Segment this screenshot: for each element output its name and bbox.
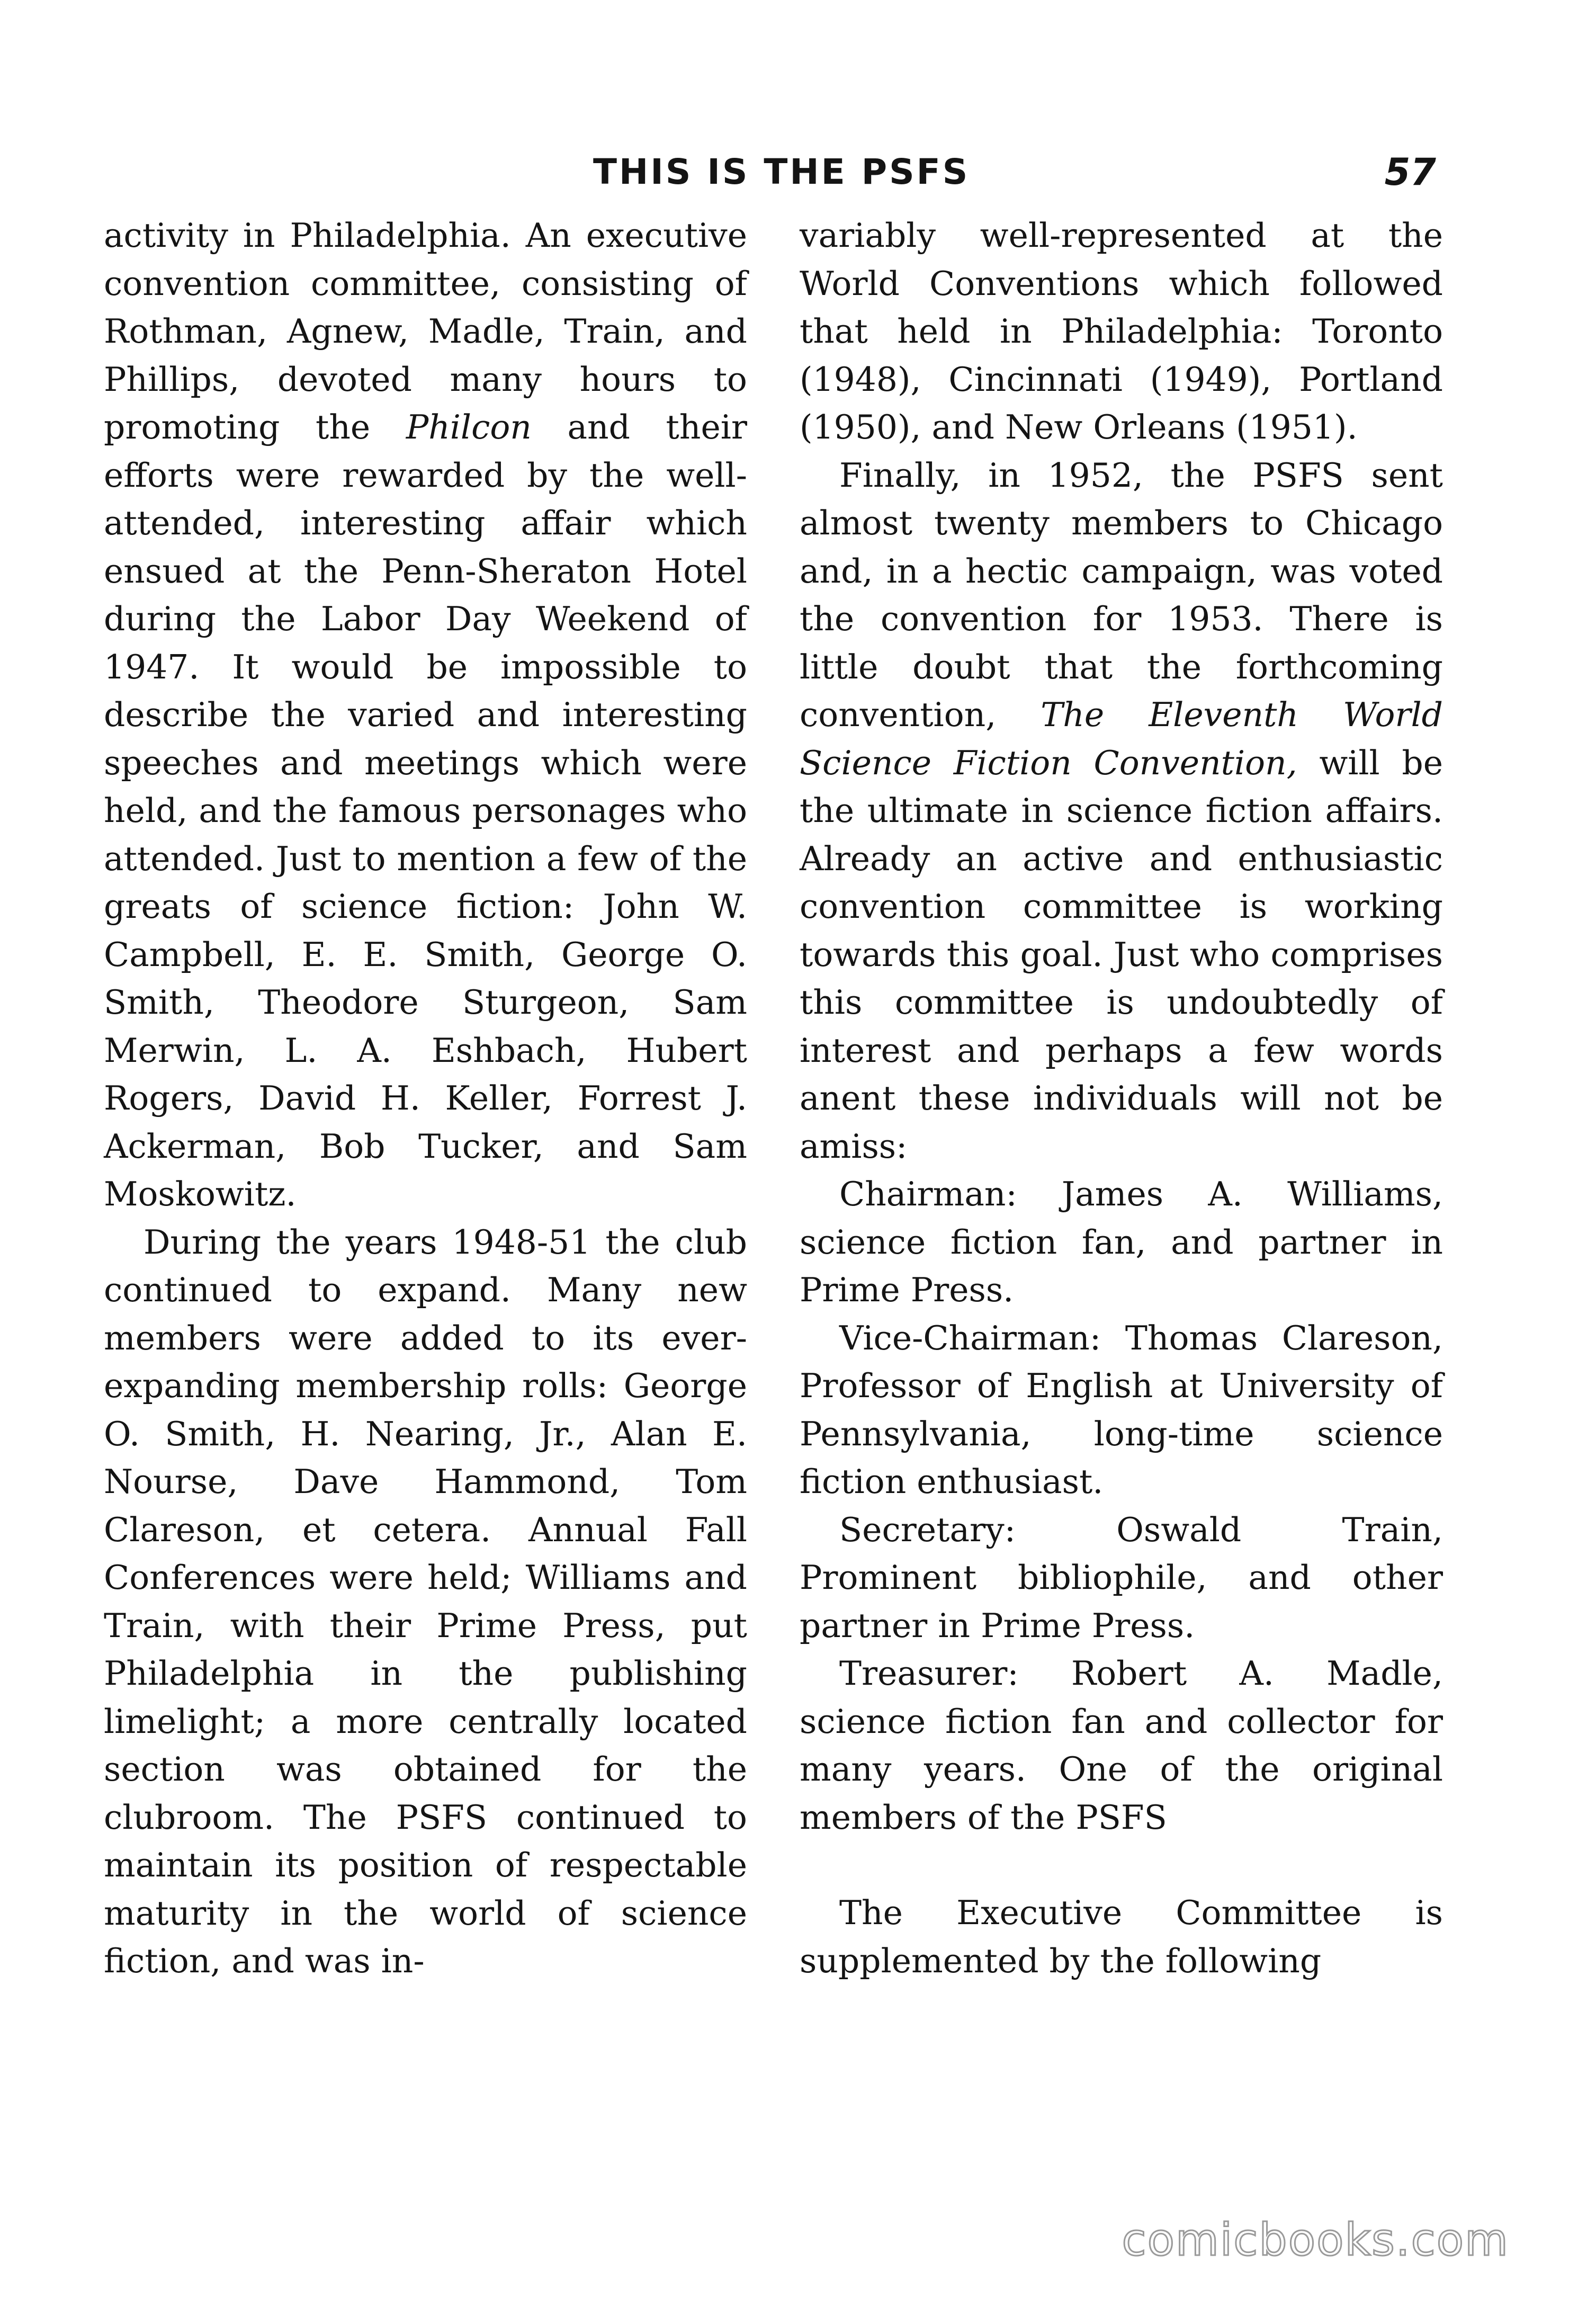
paragraph-text: will be the ultimate in science fiction affairs. Already an active and enthusiastic convention committee is working towards this goal. Just who comprises this committee is undoubtedly of interest and perhaps a few words anent these individuals will not be amiss:: [800, 743, 1443, 1166]
convention-title: The Eleventh World Science Fiction Convention,: [800, 695, 1443, 782]
philcon-title: Philcon: [406, 408, 532, 446]
paragraph-text: and their efforts were rewarded by the well-attended, interesting affair which ensued at the Penn-Sheraton Hotel during the Labor Day Weekend of 1947. It would be impossible to describe the varied and interesting speeches and meetings which were held, and the famous personages who attended. Just to mention a few of the greats of science fiction: John W. Campbell, E. E. Smith, George O. Smith, Theodore Sturgeon, Sam Merwin, L. A. Eshbach, Hubert Rogers, David H. Keller, Forrest J. Ackerman, Bob Tucker, and Sam Moskowitz.: [104, 408, 747, 1213]
right-column: [800, 212, 1443, 1985]
paragraph-vice-chairman: Vice-Chairman: Thomas Clareson, Professor of English at University of Pennsylvania, long-time science fiction enthusiast.: [800, 1318, 1443, 1501]
left-column: [104, 212, 747, 1986]
paragraph-chairman: Chairman: James A. Williams, science fiction fan, and partner in Prime Press.: [800, 1175, 1443, 1309]
running-head-title: THIS IS THE PSFS: [593, 151, 970, 192]
paragraph-world-conventions: variably well-represented at the World Conventions which followed that held in Philadelphia: Toronto (1948), Cincinnati (1949), Portland (1950), and New Orleans (1951).: [800, 216, 1443, 446]
paragraph-1948-51: During the years 1948-51 the club continued to expand. Many new members were added to its ever-expanding membership rolls: George O. Smith, H. Nearing, Jr., Alan E. Nourse, Dave Hammond, Tom Clareson, et cetera. Annual Fall Conferences were held; Williams and Train, with their Prime Press, put Philadelphia in the publishing limelight; a more centrally located section was obtained for the clubroom. The PSFS continued to maintain its position of respectable maturity in the world of science fiction, and was in-: [104, 1222, 747, 1980]
page-number: 57: [1384, 150, 1436, 194]
paragraph-philcon: [104, 212, 747, 1219]
running-header: [0, 143, 1578, 201]
site-watermark: comicbooks.com: [1122, 2214, 1509, 2266]
paragraph-treasurer: Treasurer: Robert A. Madle, science fiction fan and collector for many years. One of the original members of the PSFS: [800, 1654, 1443, 1837]
paragraph-executive-committee: The Executive Committee is supplemented by the following: [800, 1893, 1443, 1980]
paragraph-text: Finally, in 1952, the PSFS sent almost twenty members to Chicago and, in a hectic campaign, was voted the convention for 1953. There is little doubt that the forthcoming convention,: [800, 455, 1443, 734]
paragraph-text: activity in Philadelphia. An executive convention committee, consisting of Rothman, Agnew, Madle, Train, and Phillips, devoted many hours to promoting the: [104, 216, 747, 446]
paragraph-1952: [800, 452, 1443, 1171]
paragraph-secretary: Secretary: Oswald Train, Prominent bibliophile, and other partner in Prime Press.: [800, 1510, 1443, 1645]
